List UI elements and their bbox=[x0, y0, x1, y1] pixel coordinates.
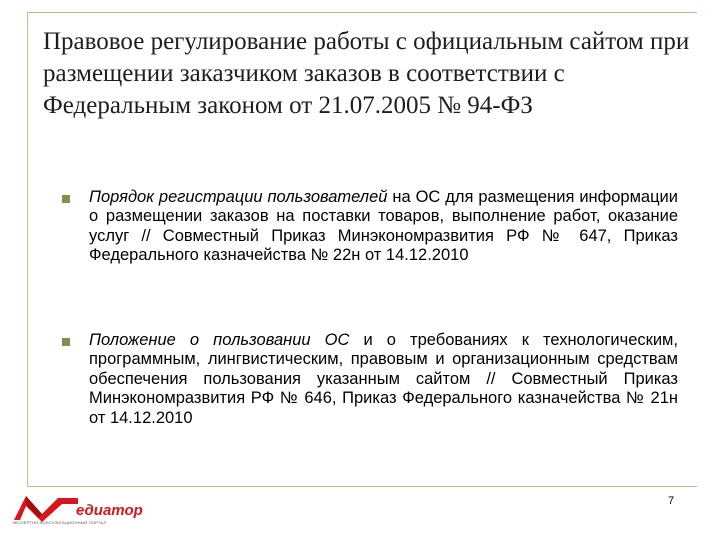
bullet-square-icon bbox=[62, 195, 70, 203]
frame-left-line bbox=[27, 12, 28, 487]
bullet-item-regulation bbox=[62, 331, 678, 428]
bullet-emphasis: Положение о пользовании ОС bbox=[89, 331, 350, 349]
bullet-body: на ОС для размещения информации о размещении заказов на поставки товаров, выполнение работ, оказание услуг // Совместный Приказ Минэкономразвития РФ № 647, Приказ Федерального казначейства № 22н от 14.12.2010 bbox=[89, 188, 678, 265]
bullet-item-registration bbox=[62, 188, 678, 266]
bullet-body: и о требованиях к технологическим, программным, лингвистическим, правовым и организационным средствам обеспечения пользования указанным сайтом // Совместный Приказ Минэкономразвития РФ № 646, Приказ Федерального казначейства № 21н от 14.12.2010 bbox=[89, 331, 678, 427]
mediator-logo bbox=[12, 494, 182, 530]
frame-top-line bbox=[27, 12, 697, 13]
page-number: 7 bbox=[668, 495, 675, 507]
frame-bottom-line bbox=[27, 486, 697, 487]
logo-tagline: ЭКСПЕРТНО-КОНСУЛЬТАЦИОННЫЙ ПОРТАЛ bbox=[12, 520, 107, 525]
bullet-text bbox=[89, 188, 678, 266]
bullet-text bbox=[89, 331, 678, 428]
mediator-logo-icon bbox=[12, 494, 82, 522]
slide-title: Правовое регулирование работы с официальным сайтом при размещении заказчиком заказов в соответствии с Федеральным законом от 21.07.2005 № 94-ФЗ bbox=[43, 28, 690, 119]
bullet-square-icon bbox=[62, 338, 70, 346]
logo-name: едиатор bbox=[76, 502, 143, 519]
bullet-emphasis: Порядок регистрации пользователей bbox=[89, 188, 388, 206]
